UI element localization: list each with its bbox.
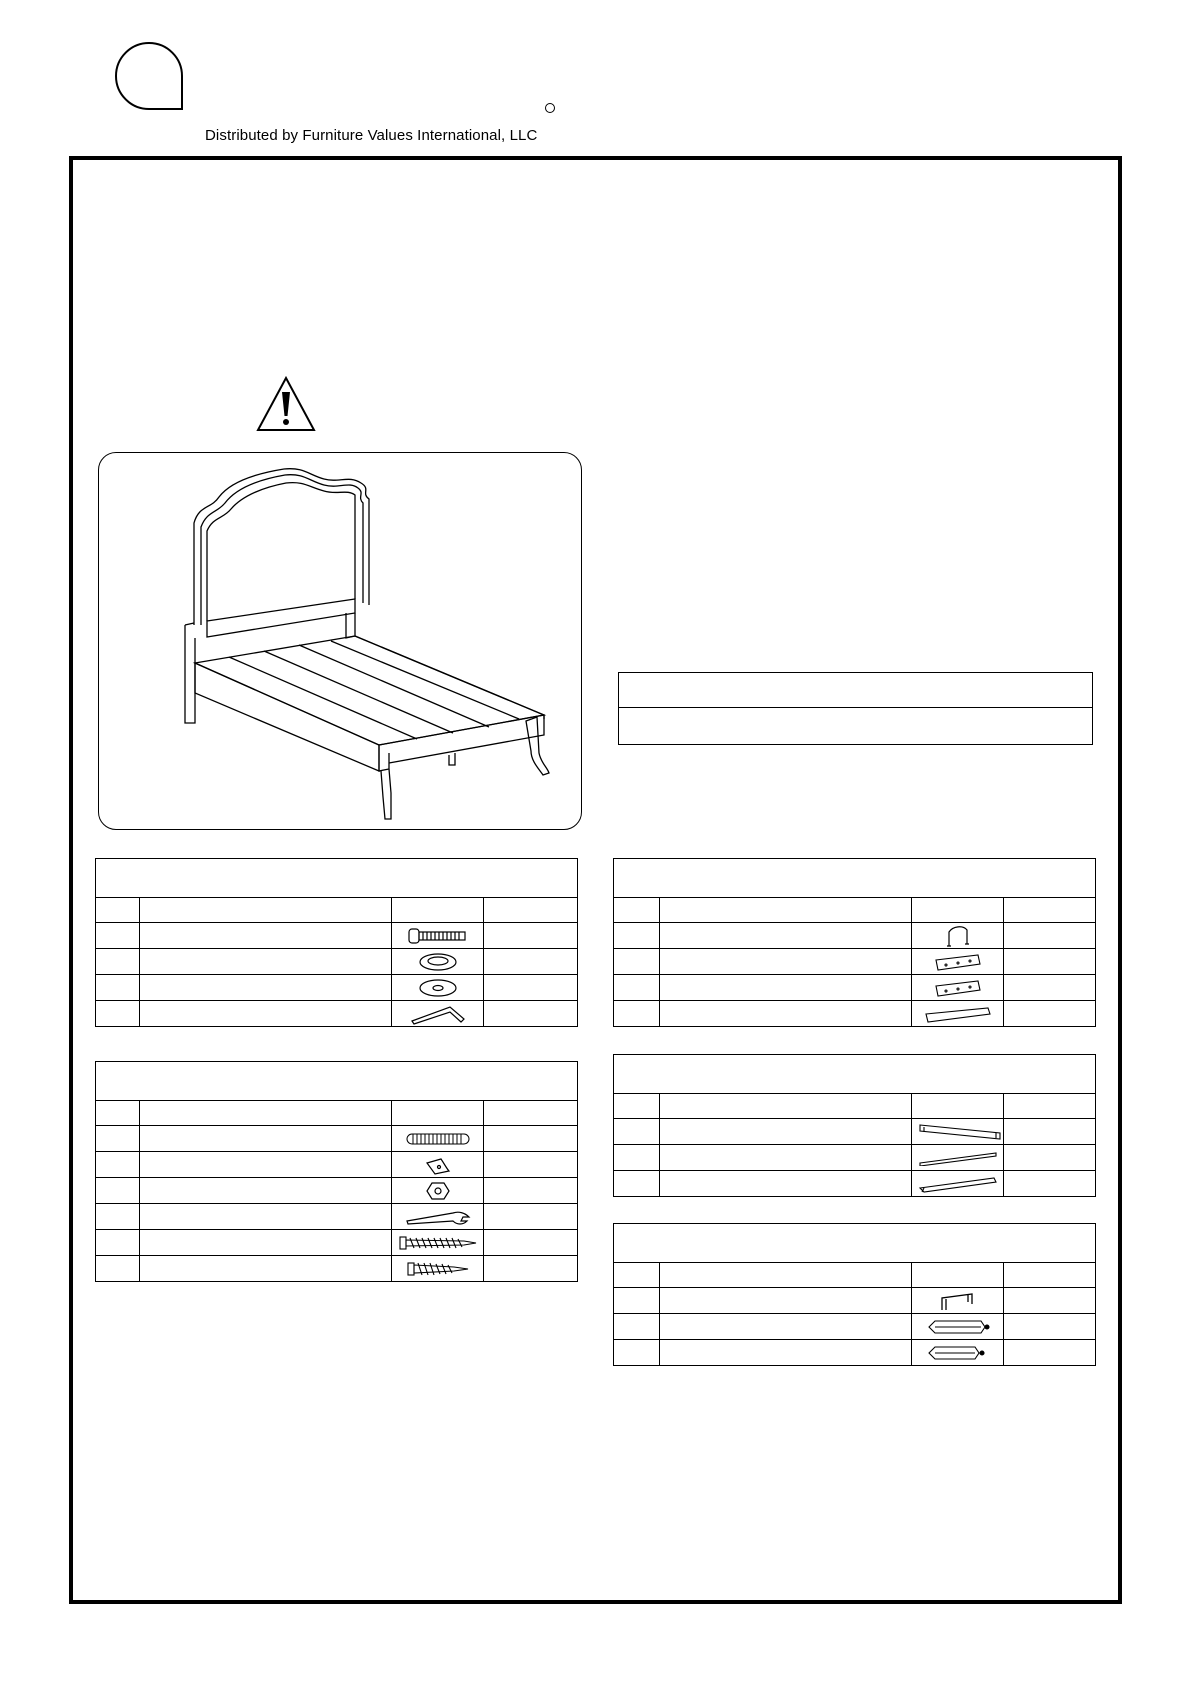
table-title <box>614 1224 1096 1263</box>
short-screw-icon <box>406 1259 470 1279</box>
clip-icon <box>423 1155 453 1175</box>
allen-wrench-icon <box>410 1003 466 1025</box>
hardware-table-a <box>95 858 578 1027</box>
table-title <box>614 1055 1096 1094</box>
table-row <box>614 1171 1096 1197</box>
table-row <box>96 1256 578 1282</box>
info-row-1 <box>619 673 1092 708</box>
logo-drop-icon <box>115 42 183 110</box>
long-screw-icon <box>398 1233 478 1253</box>
table-row <box>614 975 1096 1001</box>
bracket-icon <box>934 978 982 998</box>
table-row <box>614 1119 1096 1145</box>
bed-illustration-panel <box>98 452 582 830</box>
table-row <box>614 949 1096 975</box>
table-row <box>96 1001 578 1027</box>
table-row <box>614 1001 1096 1027</box>
table-title <box>96 1062 578 1101</box>
table-row <box>96 923 578 949</box>
bolt-icon <box>407 926 469 946</box>
flat-washer-icon <box>416 978 460 998</box>
table-title <box>96 859 578 898</box>
table-row <box>96 1204 578 1230</box>
table-row <box>96 1126 578 1152</box>
table-row <box>96 949 578 975</box>
table-row <box>614 1314 1096 1340</box>
parts-table-c <box>613 1223 1096 1366</box>
registered-mark-icon <box>545 103 555 113</box>
wrench-icon <box>405 1209 471 1225</box>
table-row <box>96 1152 578 1178</box>
dowel-icon <box>405 1131 471 1147</box>
nut-icon <box>425 1180 451 1202</box>
table-title <box>614 859 1096 898</box>
table-row <box>614 1145 1096 1171</box>
parts-table-a <box>613 858 1096 1027</box>
lock-washer-icon <box>416 952 460 972</box>
table-row <box>96 1230 578 1256</box>
headboard-icon <box>943 924 973 948</box>
warning-triangle-icon <box>256 376 316 432</box>
table-row <box>614 1340 1096 1366</box>
support-frame-icon <box>938 1290 978 1312</box>
table-row <box>96 1178 578 1204</box>
distributor-line: Distributed by Furniture Values International, LLC <box>205 127 538 144</box>
slat-icon <box>918 1150 998 1166</box>
center-rail-icon <box>918 1174 998 1194</box>
footboard-rail-icon <box>924 1004 992 1024</box>
leg-icon <box>925 1317 991 1337</box>
table-row <box>96 975 578 1001</box>
info-row-2 <box>619 708 1092 743</box>
table-row <box>614 923 1096 949</box>
side-rail-icon <box>918 1122 1002 1142</box>
parts-table-b <box>613 1054 1096 1197</box>
info-box <box>618 672 1093 745</box>
bracket-icon <box>934 952 982 972</box>
hardware-table-b <box>95 1061 578 1282</box>
bed-illustration <box>99 453 583 831</box>
table-row <box>614 1288 1096 1314</box>
leg-icon <box>925 1343 991 1363</box>
